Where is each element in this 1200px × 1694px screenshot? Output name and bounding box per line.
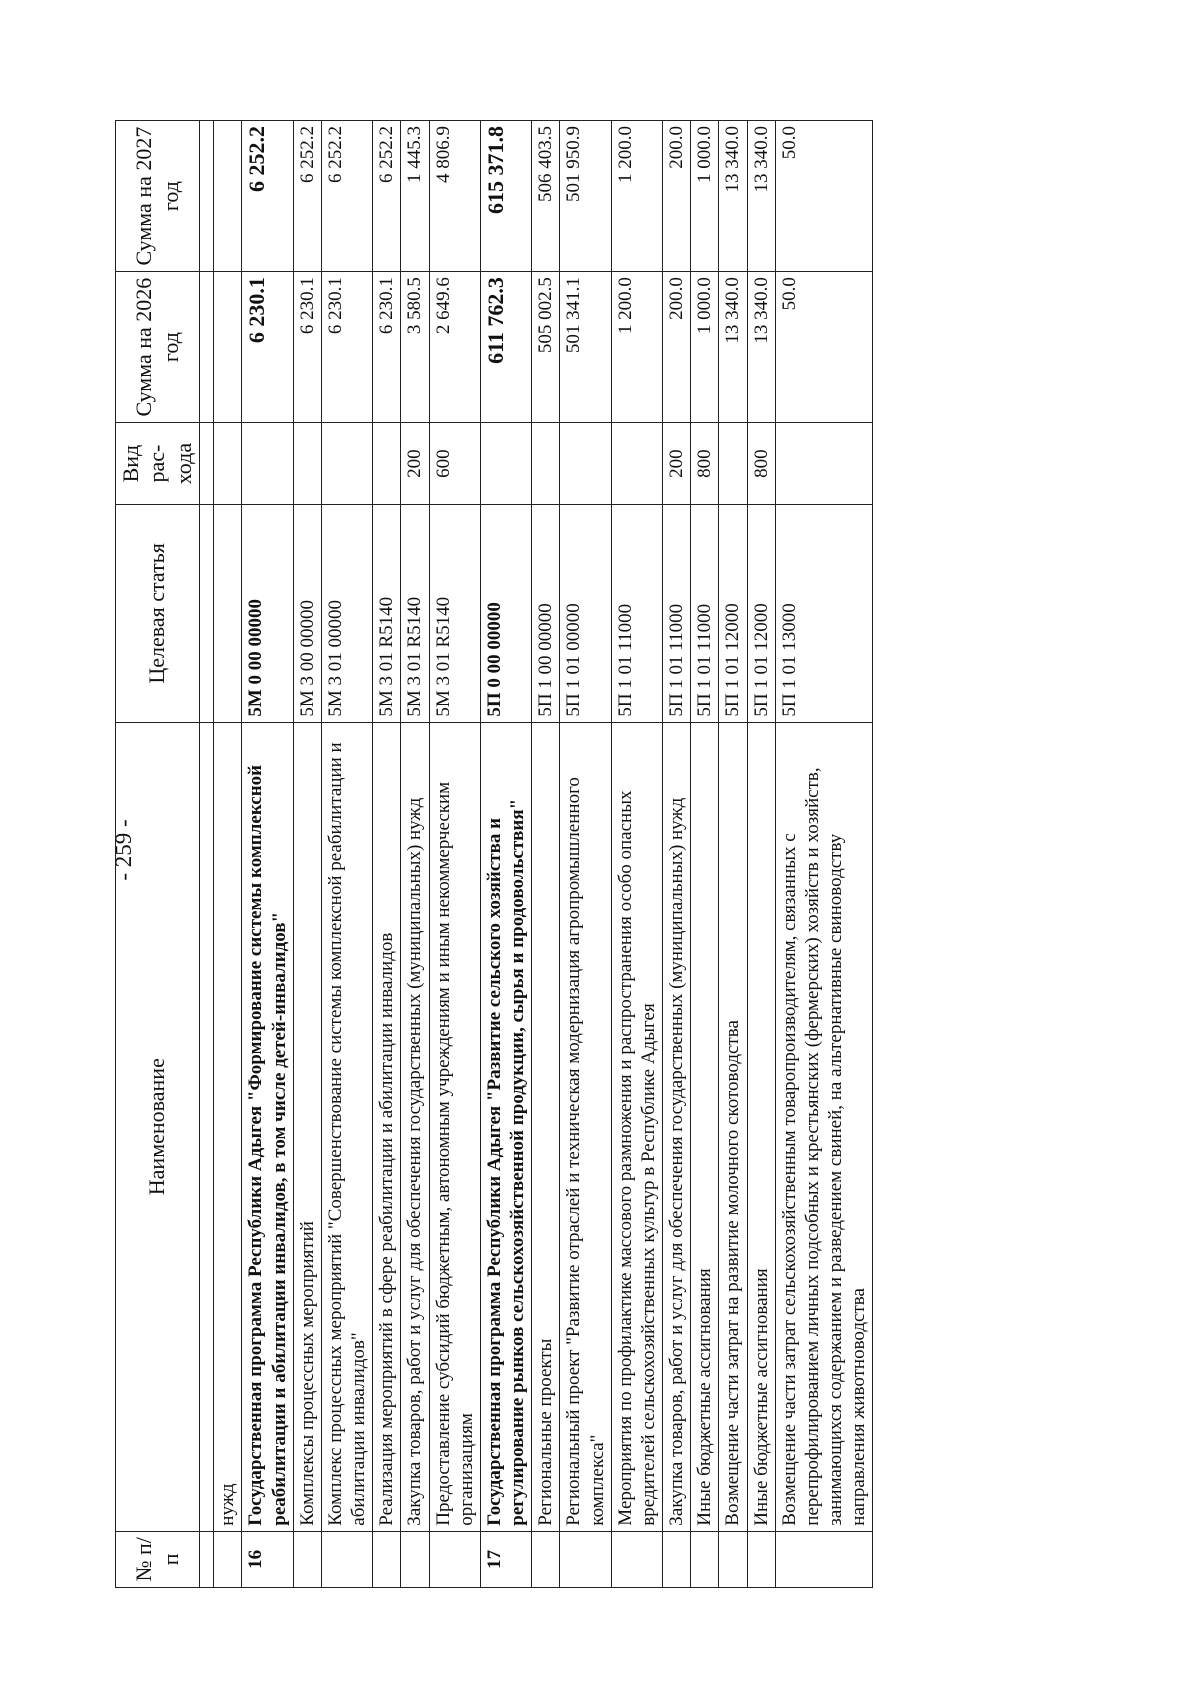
row-name: Региональный проект "Развитие отраслей и техническая модернизация агропромышленного комплекса" [560,722,611,1531]
row-sum-2027: 6 252.2 [321,121,372,272]
row-no [401,1531,429,1587]
table-row [532,121,560,1588]
row-sum-2026: 505 002.5 [532,272,560,423]
table-row [293,121,321,1588]
row-sum-2027: 615 371.8 [480,121,531,272]
row-name: Государственная программа Республики Адыгея "Формирование системы комплексной реабилитации и абилитации инвалидов, в том числе детей-инвалидов" [242,722,293,1531]
header-no: № п/п [116,1531,200,1587]
table-row [663,121,691,1588]
row-target-code: 5М 3 01 R5140 [373,505,401,723]
row-target-code: 5П 1 01 11000 [611,505,662,723]
row-name: Комплексы процессных мероприятий [293,722,321,1531]
table-row [611,121,662,1588]
row-sum-2026: 1 000.0 [691,272,719,423]
row-sum-2027: 50.0 [775,121,873,272]
row-sum-2027: 200.0 [663,121,691,272]
table-row [560,121,611,1588]
row-expense-type [293,423,321,505]
row-expense-type: 800 [747,423,775,505]
row-target-code: 5П 1 01 11000 [663,505,691,723]
row-no [719,1531,747,1587]
row-expense-type [242,423,293,505]
budget-table [115,120,873,1588]
row-sum-2027: 1 000.0 [691,121,719,272]
row-sum-2026 [214,272,242,423]
row-sum-2026: 611 762.3 [480,272,531,423]
header-sum-2026: Сумма на 2026 год [116,272,200,423]
row-name: Предоставление субсидий бюджетным, автономным учреждениям и иным некоммерческим организациям [429,722,480,1531]
row-no [611,1531,662,1587]
row-name: нужд [214,722,242,1531]
table-row [321,121,372,1588]
row-sum-2027: 4 806.9 [429,121,480,272]
table-row [429,121,480,1588]
row-no [429,1531,480,1587]
row-sum-2026: 50.0 [775,272,873,423]
row-sum-2026: 200.0 [663,272,691,423]
row-target-code: 5М 3 01 R5140 [401,505,429,723]
row-no [293,1531,321,1587]
row-expense-type [532,423,560,505]
row-sum-2027: 501 950.9 [560,121,611,272]
row-target-code: 5М 3 01 00000 [321,505,372,723]
row-no [775,1531,873,1587]
row-expense-type [480,423,531,505]
table-row [401,121,429,1588]
row-target-code: 5П 1 01 12000 [719,505,747,723]
row-name: Возмещение части затрат сельскохозяйственным товаропроизводителям, связанных с перепрофилированием личных подсобных и крестьянских (фермерских) хозяйств и хозяйств, занимающихся содержанием и разведением свиней, на альтернативные свиноводству направления животноводства [775,722,873,1531]
row-sum-2027: 13 340.0 [747,121,775,272]
row-expense-type [719,423,747,505]
row-expense-type [214,423,242,505]
row-no [214,1531,242,1587]
row-name: Иные бюджетные ассигнования [747,722,775,1531]
row-target-code: 5М 3 01 R5140 [429,505,480,723]
row-name: Реализация мероприятий в сфере реабилитации и абилитации инвалидов [373,722,401,1531]
table-row [373,121,401,1588]
row-no [691,1531,719,1587]
row-expense-type: 800 [691,423,719,505]
row-no [747,1531,775,1587]
row-sum-2027: 506 403.5 [532,121,560,272]
row-no: 16 [242,1531,293,1587]
row-name: Возмещение части затрат на развитие молочного скотоводства [719,722,747,1531]
row-sum-2027: 1 445.3 [401,121,429,272]
row-sum-2026: 13 340.0 [719,272,747,423]
row-sum-2026: 501 341.1 [560,272,611,423]
row-sum-2026: 6 230.1 [373,272,401,423]
row-no [532,1531,560,1587]
row-target-code: 5П 1 00 00000 [532,505,560,723]
row-sum-2026: 1 200.0 [611,272,662,423]
header-spacer-row [200,121,214,1588]
row-no [373,1531,401,1587]
row-target-code: 5М 3 00 00000 [293,505,321,723]
row-expense-type [373,423,401,505]
row-expense-type [775,423,873,505]
header-vid: Вид рас-хода [116,423,200,505]
row-sum-2026: 6 230.1 [321,272,372,423]
row-sum-2027: 13 340.0 [719,121,747,272]
row-expense-type: 600 [429,423,480,505]
row-target-code: 5П 1 01 11000 [691,505,719,723]
row-target-code: 5П 0 00 00000 [480,505,531,723]
row-name: Региональные проекты [532,722,560,1531]
rotated-table-container [115,120,1053,1588]
row-target-code: 5П 1 01 12000 [747,505,775,723]
row-sum-2027: 1 200.0 [611,121,662,272]
row-sum-2027: 6 252.2 [242,121,293,272]
row-sum-2026: 6 230.1 [242,272,293,423]
row-sum-2026: 2 649.6 [429,272,480,423]
row-sum-2026: 13 340.0 [747,272,775,423]
row-name: Мероприятия по профилактике массового размножения и распространения особо опасных вредителей сельскохозяйственных культур в Республике Адыгея [611,722,662,1531]
table-row [747,121,775,1588]
row-no [560,1531,611,1587]
table-row [480,121,531,1588]
row-sum-2027 [214,121,242,272]
row-expense-type [321,423,372,505]
row-name: Иные бюджетные ассигнования [691,722,719,1531]
header-sum-2027: Сумма на 2027 год [116,121,200,272]
row-no [663,1531,691,1587]
row-expense-type [560,423,611,505]
page-number: - 259 - [111,819,136,881]
row-target-code: 5П 1 01 00000 [560,505,611,723]
table-row [775,121,873,1588]
header-name: Наименование [116,722,200,1531]
row-sum-2027: 6 252.2 [293,121,321,272]
row-no: 17 [480,1531,531,1587]
row-name: Закупка товаров, работ и услуг для обеспечения государственных (муниципальных) нужд [401,722,429,1531]
table-row [719,121,747,1588]
row-sum-2027: 6 252.2 [373,121,401,272]
row-name: Комплекс процессных мероприятий "Совершенствование системы комплексной реабилитации и абилитации инвалидов" [321,722,372,1531]
header-code: Целевая статья [116,505,200,723]
row-target-code [214,505,242,723]
row-expense-type: 200 [663,423,691,505]
row-expense-type: 200 [401,423,429,505]
table-row [214,121,242,1588]
table-header-row [116,121,200,1588]
table-row [691,121,719,1588]
table-body [214,121,873,1588]
row-sum-2026: 3 580.5 [401,272,429,423]
row-target-code: 5П 1 01 13000 [775,505,873,723]
row-name: Закупка товаров, работ и услуг для обеспечения государственных (муниципальных) нужд [663,722,691,1531]
row-no [321,1531,372,1587]
row-expense-type [611,423,662,505]
row-sum-2026: 6 230.1 [293,272,321,423]
table-row [242,121,293,1588]
row-target-code: 5М 0 00 00000 [242,505,293,723]
row-name: Государственная программа Республики Адыгея "Развитие сельского хозяйства и регулирование рынков сельскохозяйственной продукции, сырья и продовольствия" [480,722,531,1531]
